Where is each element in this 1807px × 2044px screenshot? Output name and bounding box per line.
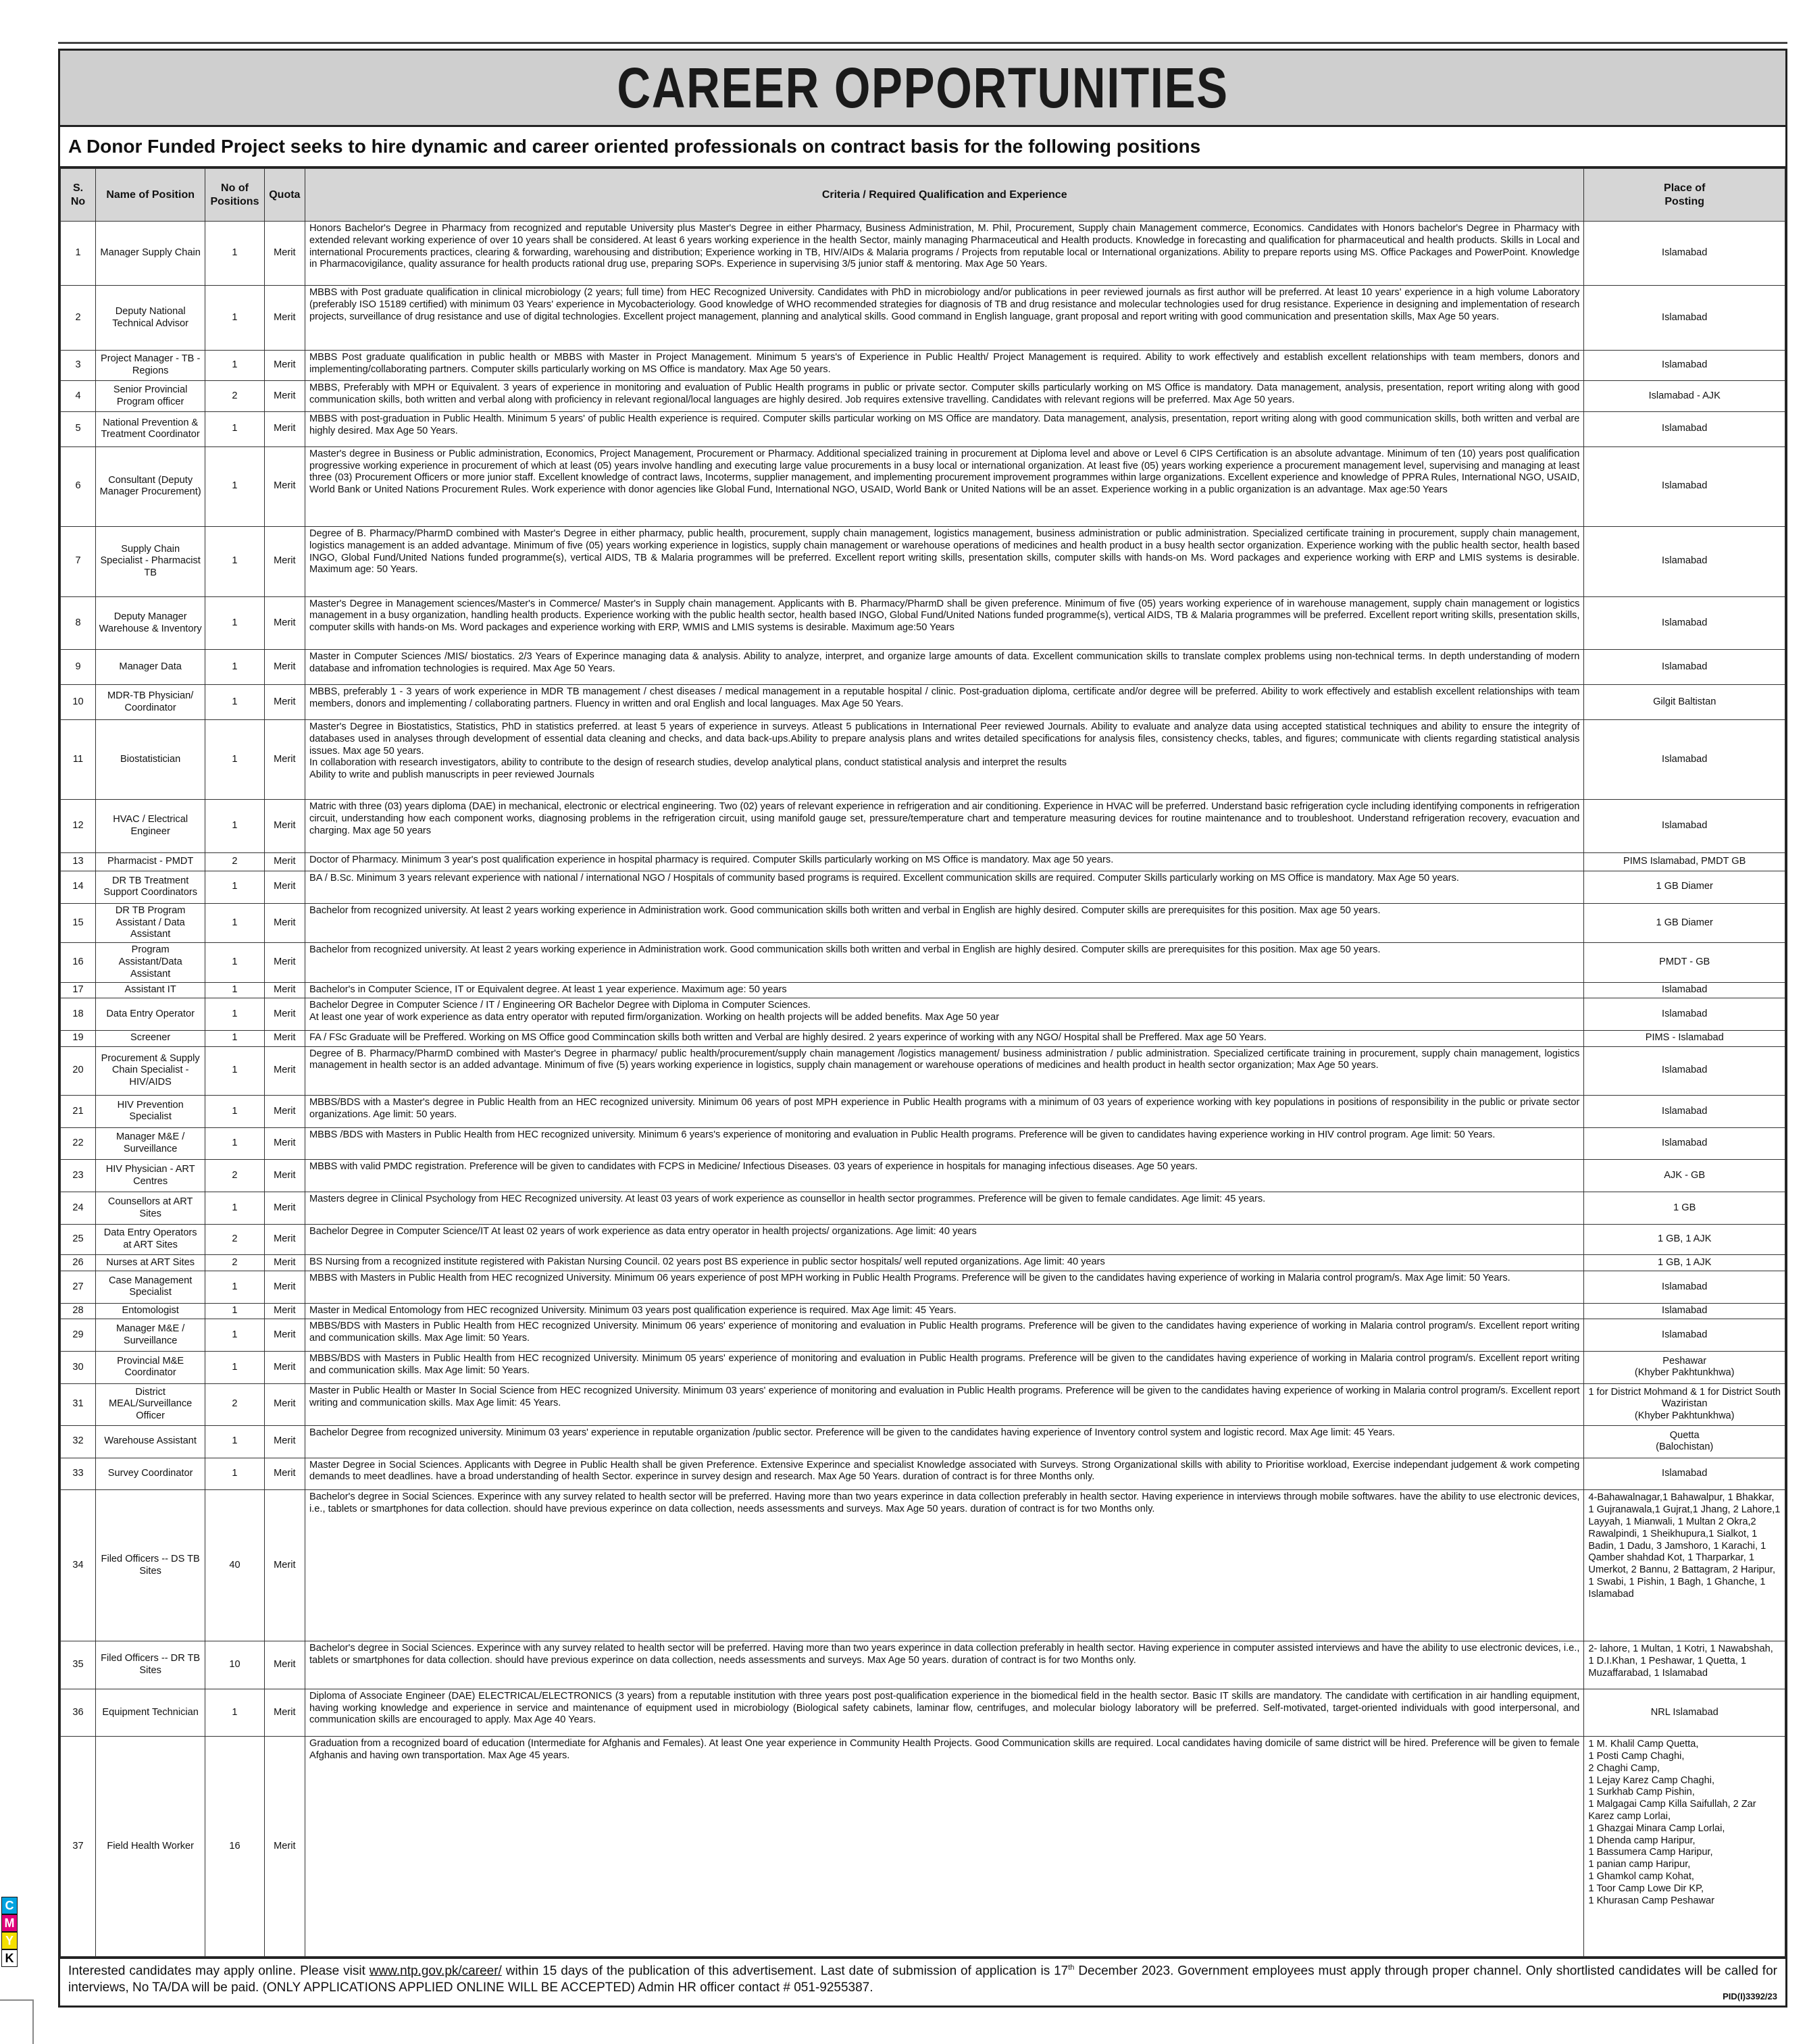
- table-header-row: [61, 169, 1785, 222]
- cell-num-positions: 1: [205, 720, 264, 800]
- cell-criteria: BS Nursing from a recognized institute registered with Pakistan Nursing Council. 02 years post BS experience in public sector hospitals/ well reputed organizations. Age limit: 40 years: [305, 1255, 1584, 1271]
- cell-place-of-posting: Islamabad: [1584, 982, 1785, 998]
- cell-criteria: Master Degree in Social Sciences. Applicants with Degree in Public Health shall be given Preference. Extensive Experince and specialist Knowledge associated with Surveys. Strong Organizational skills with ability to Prioritise workload, Exercise independant judgement & work competing demands to meet deadlines. have a broad understanding of health Sector. experince in survey design and research. Max Age 50 Years. duration of contract is for three Months only.: [305, 1458, 1584, 1490]
- cell-criteria: Bachelor's in Computer Science, IT or Equivalent degree. At least 1 year experience. Maximum age: 50 years: [305, 982, 1584, 998]
- table-row: [61, 685, 1785, 720]
- cell-place-of-posting: Islamabad: [1584, 446, 1785, 526]
- table-row: [61, 286, 1785, 350]
- cell-quota: Merit: [264, 1641, 305, 1689]
- cell-criteria: Graduation from a recognized board of education (Intermediate for Afghanis and Females). At least One year experience in Community Health Projects. Good Communication skills are required. Local candidates having domicile of same district will be hired. Preference will be given to female Afghanis and having own transportation. Max Age 45 years.: [305, 1737, 1584, 1957]
- footer-note: [60, 1957, 1785, 2005]
- cell-position-name: Warehouse Assistant: [96, 1425, 205, 1458]
- cell-num-positions: 1: [205, 1127, 264, 1160]
- cell-position-name: Assistant IT: [96, 982, 205, 998]
- header-position-name: Name of Position: [96, 169, 205, 222]
- cell-num-positions: 1: [205, 526, 264, 596]
- footer-text-2: within 15 days of the publication of this advertisement. Last date of submission of application is 17: [501, 1964, 1069, 1978]
- cell-position-name: Nurses at ART Sites: [96, 1255, 205, 1271]
- cell-position-name: Consultant (Deputy Manager Procurement): [96, 446, 205, 526]
- table-row: [61, 411, 1785, 446]
- cell-position-name: MDR-TB Physician/ Coordinator: [96, 685, 205, 720]
- cell-num-positions: 1: [205, 1096, 264, 1128]
- cell-sno: 30: [61, 1352, 96, 1384]
- cell-quota: Merit: [264, 685, 305, 720]
- table-row: [61, 1160, 1785, 1192]
- cell-place-of-posting: PIMS - Islamabad: [1584, 1030, 1785, 1046]
- cell-position-name: Project Manager - TB - Regions: [96, 350, 205, 381]
- cell-sno: 2: [61, 286, 96, 350]
- career-advertisement: [58, 49, 1787, 2008]
- cell-place-of-posting: Islamabad: [1584, 1127, 1785, 1160]
- table-row: [61, 1737, 1785, 1957]
- cell-sno: 33: [61, 1458, 96, 1490]
- cell-criteria: FA / FSc Graduate will be Preffered. Working on MS Office good Commincation skills both written and Verbal are highly desired. 2 years experince of working with any NGO/ Hospital shall be Preffered. Max age 50 Years.: [305, 1030, 1584, 1046]
- table-row: [61, 1255, 1785, 1271]
- cell-place-of-posting: Islamabad: [1584, 222, 1785, 286]
- cell-place-of-posting: 1 for District Mohmand & 1 for District South Waziristan (Khyber Pakhtunkhwa): [1584, 1383, 1785, 1425]
- cell-num-positions: 1: [205, 903, 264, 942]
- cell-quota: Merit: [264, 1303, 305, 1319]
- cell-num-positions: 1: [205, 1046, 264, 1096]
- cell-num-positions: 1: [205, 446, 264, 526]
- cell-num-positions: 2: [205, 1255, 264, 1271]
- cell-place-of-posting: Quetta (Balochistan): [1584, 1425, 1785, 1458]
- cell-quota: Merit: [264, 853, 305, 871]
- cell-criteria: Master in Medical Entomology from HEC recognized University. Minimum 03 years post qualification experience is required. Max Age limit: 45 Years.: [305, 1303, 1584, 1319]
- cell-num-positions: 1: [205, 685, 264, 720]
- cell-criteria: Master's Degree in Biostatistics, Statistics, PhD in statistics preferred. at least 5 years of experience in surveys. Atleast 5 publications in International Peer reviewed Journals. Ability to evaluate and analyze data using accepted statistical techniques and ability to ensure the integrity of databases used in analyses through development of essential data cleaning and checks, and data back-ups.Ability to prepare analysis plans and writes detailed specifications for analysis files, consistency checks, tables, and figures; communicate with clients regarding statistical analysis issues. Max age 50 years. In collaboration with research investigators, ability to contribute to the design of research studies, develop analytical plans, conduct statistical analysis and interpret the results Ability to write and publish manuscripts in peer reviewed Journals: [305, 720, 1584, 800]
- cell-quota: Merit: [264, 1490, 305, 1641]
- cell-quota: Merit: [264, 1383, 305, 1425]
- cell-quota: Merit: [264, 800, 305, 853]
- cell-sno: 24: [61, 1192, 96, 1225]
- cell-criteria: Bachelor Degree in Computer Science/IT At least 02 years of work experience as data entry operator in health projects/ organizations. Age limit: 40 years: [305, 1224, 1584, 1255]
- cell-sno: 4: [61, 381, 96, 412]
- cell-sno: 19: [61, 1030, 96, 1046]
- table-row: [61, 650, 1785, 685]
- cell-place-of-posting: Islamabad: [1584, 1319, 1785, 1352]
- table-row: [61, 1425, 1785, 1458]
- table-row: [61, 1490, 1785, 1641]
- cell-sno: 25: [61, 1224, 96, 1255]
- cell-place-of-posting: 1 GB: [1584, 1192, 1785, 1225]
- header-num-positions: No of Positions: [205, 169, 264, 222]
- footer-text-3: December 2023. Government employees must apply through proper channel. Only shortlisted candidates will be called for interviews, No TA/DA will be paid. (ONLY APPLICATIONS APPLIED ONLINE WILL BE ACCEPTED) Admin HR officer contact # 051-9255387.: [68, 1964, 1777, 1995]
- cell-position-name: Senior Provincial Program officer: [96, 381, 205, 412]
- cell-quota: Merit: [264, 1192, 305, 1225]
- cell-quota: Merit: [264, 1689, 305, 1736]
- cell-place-of-posting: 1 GB Diamer: [1584, 903, 1785, 942]
- cell-num-positions: 1: [205, 982, 264, 998]
- positions-table-wrap: [60, 168, 1785, 1957]
- table-row: [61, 1319, 1785, 1352]
- cell-num-positions: 2: [205, 1224, 264, 1255]
- cell-sno: 27: [61, 1271, 96, 1304]
- cmyk-marks: [1, 1897, 18, 1967]
- cell-quota: Merit: [264, 903, 305, 942]
- cell-quota: Merit: [264, 596, 305, 650]
- table-row: [61, 1458, 1785, 1490]
- cell-quota: Merit: [264, 650, 305, 685]
- cell-sno: 21: [61, 1096, 96, 1128]
- cell-position-name: Screener: [96, 1030, 205, 1046]
- cell-quota: Merit: [264, 1046, 305, 1096]
- cell-place-of-posting: 2- lahore, 1 Multan, 1 Kotri, 1 Nawabshah, 1 D.I.Khan, 1 Peshawar, 1 Quetta, 1 Muzaffarabad, 1 Islamabad: [1584, 1641, 1785, 1689]
- table-row: [61, 350, 1785, 381]
- cell-quota: Merit: [264, 1737, 305, 1957]
- cell-place-of-posting: 4-Bahawalnagar,1 Bahawalpur, 1 Bhakkar, 1 Gujranawala,1 Gujrat,1 Jhang, 2 Lahore,1 Layyah, 1 Mianwali, 1 Multan 2 Okra,2 Rawalpindi, 1 Sheikhupura,1 Sialkot, 1 Badin, 1 Dadu, 3 Jamshoro, 1 Karachi, 1 Qamber shahdad Kot, 1 Tharparkar, 1 Umerkot, 2 Bannu, 2 Battagram, 2 Haripur, 1 Swabi, 1 Pishin, 1 Bagh, 1 Ghanche, 1 Islamabad: [1584, 1490, 1785, 1641]
- cmyk-m: M: [1, 1914, 18, 1932]
- cell-place-of-posting: Islamabad: [1584, 411, 1785, 446]
- cell-sno: 11: [61, 720, 96, 800]
- table-row: [61, 871, 1785, 904]
- cell-num-positions: 1: [205, 1425, 264, 1458]
- table-row: [61, 1030, 1785, 1046]
- table-row: [61, 982, 1785, 998]
- cell-num-positions: 40: [205, 1490, 264, 1641]
- cell-sno: 26: [61, 1255, 96, 1271]
- cell-num-positions: 1: [205, 596, 264, 650]
- cell-position-name: DR TB Treatment Support Coordinators: [96, 871, 205, 904]
- cell-sno: 32: [61, 1425, 96, 1458]
- cell-sno: 16: [61, 943, 96, 982]
- table-row: [61, 1046, 1785, 1096]
- table-row: [61, 381, 1785, 412]
- cell-place-of-posting: Islamabad: [1584, 1046, 1785, 1096]
- cell-num-positions: 1: [205, 411, 264, 446]
- cell-position-name: National Prevention & Treatment Coordinator: [96, 411, 205, 446]
- top-rule: [58, 42, 1787, 44]
- cell-sno: 9: [61, 650, 96, 685]
- cell-criteria: BA / B.Sc. Minimum 3 years relevant experience with national / international NGO / Hospitals of community based programs is required. Excellent communication skills are required. Computer Skills particularly working on MS Office is mandatory. Max Age 50 years.: [305, 871, 1584, 904]
- cell-place-of-posting: Islamabad: [1584, 650, 1785, 685]
- cell-criteria: MBBS/BDS with Masters in Public Health from HEC recognized University. Minimum 05 years' experience of monitoring and evaluation in Public Health programs. Preference will be given to the candidates having experience of working in Malaria control program/s. Excellent report writing and communication skills. Max Age limit: 50 Years.: [305, 1352, 1584, 1384]
- cell-place-of-posting: Gilgit Baltistan: [1584, 685, 1785, 720]
- cell-place-of-posting: Islamabad - AJK: [1584, 381, 1785, 412]
- table-row: [61, 526, 1785, 596]
- cell-criteria: MBBS Post graduate qualification in public health or MBBS with Master in Project Management. Minimum 5 years's of Experience in Public Health/ Project Management is required. Ability to work effectively and establish excellent relationships with team members, donors and implementing/collaborating partners. Computer skills particularly working on MS Office is mandatory. Max Age 50 years.: [305, 350, 1584, 381]
- cmyk-c: C: [1, 1897, 18, 1914]
- table-row: [61, 800, 1785, 853]
- footer-date-suffix: th: [1068, 1964, 1075, 1972]
- cell-place-of-posting: 1 GB, 1 AJK: [1584, 1255, 1785, 1271]
- cell-quota: Merit: [264, 222, 305, 286]
- cell-criteria: MBBS/BDS with Masters in Public Health from HEC recognized University. Minimum 06 years' experience of monitoring and evaluation in Public Health programs. Preference will be given to the candidates having experience of working in Malaria control program/s. Excellent report writing and communication skills. Max Age limit: 50 Years.: [305, 1319, 1584, 1352]
- header-sno: S. No: [61, 169, 96, 222]
- cell-num-positions: 1: [205, 1458, 264, 1490]
- cell-criteria: Bachelor's degree in Social Sciences. Experince with any survey related to health sector will be preferred. Having more than two years experince in data collection preferably in health sector. Having experience in interviews through mobile softwares. have the ability to use electronic devices, i.e., tablets or smartphones for data collection. should have previous experince on data collection, needs assessments and surveys. Max Age 50 years. duration of contract is for two Months only.: [305, 1490, 1584, 1641]
- subtitle: A Donor Funded Project seeks to hire dynamic and career oriented professionals on contract basis for the following positions: [60, 127, 1785, 168]
- cell-sno: 3: [61, 350, 96, 381]
- cell-position-name: Survey Coordinator: [96, 1458, 205, 1490]
- cell-quota: Merit: [264, 1030, 305, 1046]
- cell-sno: 6: [61, 446, 96, 526]
- cell-criteria: MBBS with post-graduation in Public Health. Minimum 5 years' of public Health experience is required. Computer skills particular working on MS Office are mandatory. Data management, analysis, presentation, report writing along with good communication skills, both written and verbal are highly desired. Max Age 50 Years.: [305, 411, 1584, 446]
- page-title: CAREER OPPORTUNITIES: [617, 55, 1229, 120]
- cell-sno: 12: [61, 800, 96, 853]
- cell-quota: Merit: [264, 286, 305, 350]
- cell-num-positions: 2: [205, 853, 264, 871]
- cell-criteria: Masters degree in Clinical Psychology from HEC Recognized university. At least 03 years of work experience as counsellor in health sector programmes. Preference will be given to female candidates. Age limit: 45 years.: [305, 1192, 1584, 1225]
- cell-quota: Merit: [264, 526, 305, 596]
- cell-place-of-posting: Islamabad: [1584, 1096, 1785, 1128]
- cell-position-name: Manager M&E / Surveillance: [96, 1127, 205, 1160]
- cell-criteria: Bachelor from recognized university. At least 2 years working experience in Administration work. Good communication skills both written and verbal in English are highly desired. Computer skills are prerequisites for this position. Max age 50 years.: [305, 943, 1584, 982]
- cell-sno: 22: [61, 1127, 96, 1160]
- cell-sno: 8: [61, 596, 96, 650]
- cell-criteria: MBBS/BDS with a Master's degree in Public Health from an HEC recognized university. Minimum 06 years of post MPH experience in Public Health programs with a minimum of 03 years of experience working with key populations in positions of responsibility in the public or private sector organizations. Age limit: 50 years.: [305, 1096, 1584, 1128]
- cell-num-positions: 1: [205, 1271, 264, 1304]
- cell-sno: 37: [61, 1737, 96, 1957]
- cell-quota: Merit: [264, 1160, 305, 1192]
- cell-position-name: Manager Data: [96, 650, 205, 685]
- cell-quota: Merit: [264, 411, 305, 446]
- cell-num-positions: 1: [205, 1192, 264, 1225]
- cell-num-positions: 1: [205, 800, 264, 853]
- cell-criteria: Master's degree in Business or Public administration, Economics, Project Management, Procurement or Pharmacy. Additional specialized training in procurement at Diploma level and above or Level 6 CIPS Certification is an absolute advantage. Minimum of ten (10) years post qualification progressive working experience in procurement of which at least (05) years involve handling and executing large value procurements in a busy local or international organization. At least five (05) years working experience a procurement management level, supervising and managing at least three (03) Procurement Officers or more junior staff. Excellent knowledge of contract laws, Incoterms, supplier management, and implementing procurement improvement programmes within large organizations. Excellent experience and knowledge of PPRA Rules, International NGO, USAID, World Bank or United Nations Procurement Rules. Work experience with donor agencies like Global Fund, International NGO, USAID, World Bank or United Nations will be an asset. Experience working in a public organization is an advantage. Max age:50 Years: [305, 446, 1584, 526]
- table-row: [61, 446, 1785, 526]
- cell-num-positions: 1: [205, 998, 264, 1031]
- cell-position-name: Entomologist: [96, 1303, 205, 1319]
- cell-criteria: Doctor of Pharmacy. Minimum 3 year's post qualification experience in hospital pharmacy is required. Computer Skills particularly working on MS Office is mandatory. Max age 50 years.: [305, 853, 1584, 871]
- cell-place-of-posting: 1 GB Diamer: [1584, 871, 1785, 904]
- cell-sno: 17: [61, 982, 96, 998]
- cell-position-name: Case Management Specialist: [96, 1271, 205, 1304]
- cell-sno: 7: [61, 526, 96, 596]
- cell-criteria: MBBS, Preferably with MPH or Equivalent. 3 years of experience in monitoring and evaluation of Public Health programs in public or private sector. Computer skills particularly working on MS Office is mandatory. Data management, analysis, presentation, report writing along with good communication skills, both written and verbal along with proficiency in relevant regional/local languages are highly desired. Job requires extensive travelling. Candidates with relevant regions will be preferred. Max Age 50 years.: [305, 381, 1584, 412]
- cell-sno: 28: [61, 1303, 96, 1319]
- cmyk-y: Y: [1, 1932, 18, 1949]
- cell-criteria: Master in Computer Sciences /MIS/ biostatics. 2/3 Years of Experince managing data & analysis. Ability to analyze, interpret, and organize large amounts of data. Excellent communication skills to translate complex problems using non-technical terms. In depth understanding of modern database and infromation technologies is required. Max Age 50 Years.: [305, 650, 1584, 685]
- cell-quota: Merit: [264, 1425, 305, 1458]
- cell-position-name: Counsellors at ART Sites: [96, 1192, 205, 1225]
- cell-criteria: Master in Public Health or Master In Social Science from HEC recognized University. Minimum 03 years' experience of monitoring and evaluation in Public Health programs. Preference will be given to the candidates having experience of working in Malaria control program/s. Excellent report writing and communication skills. Max Age limit: 45 Years.: [305, 1383, 1584, 1425]
- cell-place-of-posting: 1 M. Khalil Camp Quetta, 1 Posti Camp Chaghi, 2 Chaghi Camp, 1 Lejay Karez Camp Chaghi, 1 Surkhab Camp Pishin, 1 Malgagai Camp Killa Saifullah, 2 Zar Karez camp Lorlai, 1 Ghazgai Minara Camp Lorlai, 1 Dhenda camp Haripur, 1 Bassumera Camp Haripur, 1 panian camp Haripur, 1 Ghamkol camp Kohat, 1 Toor Camp Lowe Dir KP, 1 Khurasan Camp Peshawar: [1584, 1737, 1785, 1957]
- table-row: [61, 1271, 1785, 1304]
- cmyk-k: K: [1, 1949, 18, 1967]
- cell-quota: Merit: [264, 1271, 305, 1304]
- cell-num-positions: 2: [205, 1383, 264, 1425]
- cell-sno: 20: [61, 1046, 96, 1096]
- cell-criteria: MBBS /BDS with Masters in Public Health from HEC recognized university. Minimum 6 years's experience of monitoring and evaluation in Public Health programs. Preference will be given to candidates having experience working in HIV control program. Age limit: 50 Years.: [305, 1127, 1584, 1160]
- cell-quota: Merit: [264, 350, 305, 381]
- cell-criteria: Degree of B. Pharmacy/PharmD combined with Master's Degree in either pharmacy, public health, procurement, supply chain management, logistics management, business administration or public administration. Specialized certificate training in procurement, supply chain management, logistics management is an added advantage. Minimum of five (05) years working experience in logistics, supply chain management or warehouse operations of medicines and health product in a busy health sector organization. Experience working with the public health sector, health based INGO, Global Fund/United Nations funded programme(s), vertical AIDS, TB & Malaria programmes will be preferred. Excellent report writing skills, presentation skills, computer skills with hands-on Ms. Word packages and experience working with ERP and LMIS systems is desirable. Maximum age: 50 Years.: [305, 526, 1584, 596]
- cell-position-name: Biostatistician: [96, 720, 205, 800]
- cell-place-of-posting: Islamabad: [1584, 526, 1785, 596]
- cell-sno: 14: [61, 871, 96, 904]
- cell-position-name: Deputy National Technical Advisor: [96, 286, 205, 350]
- cell-position-name: Equipment Technician: [96, 1689, 205, 1736]
- header-quota: Quota: [264, 169, 305, 222]
- cell-criteria: Matric with three (03) years diploma (DAE) in mechanical, electronic or electrical engineering. Two (02) years of relevant experience in refrigeration and air conditioning. Experience in HVAC will be preferred. Understand basic refrigeration cycle including identifying components in refrigeration circuit, understanding how each component works, diagnosing problems in the refrigeration circuit, using manifold gauge set, pressure/temperature chart and temperature measuring devices for routine maintenance and to troubleshoot. Understand refrigeration recovery, evacuation and charging. Max age 50 years: [305, 800, 1584, 853]
- cell-place-of-posting: Islamabad: [1584, 1303, 1785, 1319]
- cell-num-positions: 1: [205, 943, 264, 982]
- cell-criteria: Diploma of Associate Engineer (DAE) ELECTRICAL/ELECTRONICS (3 years) from a reputable institution with three years post post-qualification experience in the biomedical field in the health sector. Basic IT skills are mandatory. The candidate with certification in air handling equipment, having working knowledge and experience in service and maintenance of equipment used in microbiology (Biological safety cabinets, laminar flow, centrifuges, and molecular biology laboratory will be preferred. Self-motivated, target-oriented individuals with good interpersonal, and communication skills are encouraged to apply. Max Age 40 Years.: [305, 1689, 1584, 1736]
- footer-text-1: Interested candidates may apply online. Please visit: [68, 1964, 370, 1978]
- positions-body: [61, 222, 1785, 1957]
- cell-sno: 36: [61, 1689, 96, 1736]
- cell-num-positions: 2: [205, 1160, 264, 1192]
- cell-criteria: MBBS with Masters in Public Health from HEC recognized University. Minimum 06 years experience of post MPH working in Public Health Programs. Preference will be given to the candidates having experience of working in Malaria control program/s. Max Age limit: 50 Years.: [305, 1271, 1584, 1304]
- cell-position-name: DR TB Program Assistant / Data Assistant: [96, 903, 205, 942]
- cell-sno: 31: [61, 1383, 96, 1425]
- cell-num-positions: 1: [205, 1030, 264, 1046]
- cell-sno: 5: [61, 411, 96, 446]
- cell-position-name: Filed Officers -- DR TB Sites: [96, 1641, 205, 1689]
- cell-num-positions: 1: [205, 1319, 264, 1352]
- cell-num-positions: 1: [205, 1352, 264, 1384]
- cell-position-name: Data Entry Operators at ART Sites: [96, 1224, 205, 1255]
- table-row: [61, 1689, 1785, 1736]
- cell-place-of-posting: NRL Islamabad: [1584, 1689, 1785, 1736]
- table-row: [61, 1192, 1785, 1225]
- cell-criteria: Bachelor Degree in Computer Science / IT / Engineering OR Bachelor Degree with Diploma in Computer Sciences. At least one year of work experience as data entry operator with reputed firm/organization. Working on health projects will be added benefits. Max Age 50 year: [305, 998, 1584, 1031]
- cell-position-name: HIV Physician - ART Centres: [96, 1160, 205, 1192]
- table-row: [61, 853, 1785, 871]
- table-row: [61, 1127, 1785, 1160]
- cell-sno: 15: [61, 903, 96, 942]
- cell-num-positions: 1: [205, 1303, 264, 1319]
- cell-position-name: Filed Officers -- DS TB Sites: [96, 1490, 205, 1641]
- cell-quota: Merit: [264, 720, 305, 800]
- career-link[interactable]: www.ntp.gov.pk/career/: [369, 1964, 502, 1978]
- cell-num-positions: 1: [205, 350, 264, 381]
- header-criteria: Criteria / Required Qualification and Experience: [305, 169, 1584, 222]
- cell-position-name: Supply Chain Specialist - Pharmacist TB: [96, 526, 205, 596]
- cell-position-name: Manager M&E / Surveillance: [96, 1319, 205, 1352]
- table-row: [61, 903, 1785, 942]
- cell-sno: 13: [61, 853, 96, 871]
- cell-position-name: Deputy Manager Warehouse & Inventory: [96, 596, 205, 650]
- cell-criteria: Bachelor from recognized university. At least 2 years working experience in Administration work. Good communication skills both written and verbal in English are highly desired. Computer skills are prerequisites for this position. Max age 50 years.: [305, 903, 1584, 942]
- cell-quota: Merit: [264, 381, 305, 412]
- cell-place-of-posting: Islamabad: [1584, 596, 1785, 650]
- cell-criteria: Bachelor's degree in Social Sciences. Experince with any survey related to health sector will be preferred. Having more than two years experince in data collection preferably in health sector. Having experience in computer assisted interviews and have the ability to use electronic devices, i.e., tablets or smartphones for data collection. should have previous experince on data collection, needs assessments and surveys. Max Age 50 years. duration of contract is for two Months only.: [305, 1641, 1584, 1689]
- cell-criteria: MBBS with Post graduate qualification in clinical microbiology (2 years; full time) from HEC Recognized University. Candidates with PhD in microbiology and/or publications in peer reviewed journals as first author will be preferred. At least 10 years' experience in a high volume Laboratory (preferably ISO 15189 certified) with minimum 03 Years' experience in Mycobacteriology. Good knowledge of WHO recommended strategies for diagnosis of TB and drug resistance and molecular technologies used for drug resistance. Experience in designing and implementation of research projects, surveillance of drug resistance and use of digital technologies. Excellent project management, planning and analytical skills. Good command in English language, grant proposal and report writing with good communication and presentation skills, Max Age 50 years.: [305, 286, 1584, 350]
- cell-quota: Merit: [264, 1127, 305, 1160]
- table-row: [61, 222, 1785, 286]
- cell-sno: 10: [61, 685, 96, 720]
- cell-sno: 23: [61, 1160, 96, 1192]
- cell-quota: Merit: [264, 1096, 305, 1128]
- cell-place-of-posting: Islamabad: [1584, 1458, 1785, 1490]
- cell-position-name: Pharmacist - PMDT: [96, 853, 205, 871]
- cell-place-of-posting: Islamabad: [1584, 1271, 1785, 1304]
- cell-num-positions: 1: [205, 650, 264, 685]
- cell-criteria: MBBS with valid PMDC registration. Preference will be given to candidates with FCPS in Medicine/ Infectious Diseases. 03 years of experience in hospitals for managing infectious diseases. Age 50 years.: [305, 1160, 1584, 1192]
- cell-num-positions: 1: [205, 286, 264, 350]
- cell-num-positions: 16: [205, 1737, 264, 1957]
- cell-place-of-posting: AJK - GB: [1584, 1160, 1785, 1192]
- cell-place-of-posting: Peshawar (Khyber Pakhtunkhwa): [1584, 1352, 1785, 1384]
- cell-place-of-posting: Islamabad: [1584, 286, 1785, 350]
- cell-place-of-posting: Islamabad: [1584, 350, 1785, 381]
- cell-place-of-posting: PIMS Islamabad, PMDT GB: [1584, 853, 1785, 871]
- cell-sno: 35: [61, 1641, 96, 1689]
- cell-place-of-posting: Islamabad: [1584, 720, 1785, 800]
- table-row: [61, 1224, 1785, 1255]
- table-row: [61, 1303, 1785, 1319]
- cell-num-positions: 1: [205, 222, 264, 286]
- table-row: [61, 1352, 1785, 1384]
- cell-position-name: Data Entry Operator: [96, 998, 205, 1031]
- cell-quota: Merit: [264, 943, 305, 982]
- cell-position-name: Manager Supply Chain: [96, 222, 205, 286]
- cell-sno: 29: [61, 1319, 96, 1352]
- cell-num-positions: 1: [205, 871, 264, 904]
- cell-position-name: Field Health Worker: [96, 1737, 205, 1957]
- cell-position-name: HVAC / Electrical Engineer: [96, 800, 205, 853]
- cell-place-of-posting: 1 GB, 1 AJK: [1584, 1224, 1785, 1255]
- cell-criteria: MBBS, preferably 1 - 3 years of work experience in MDR TB management / chest diseases / medical management in a reputable hospital / clinic. Post-graduation diploma, certificate and/or degree will be preferred. Ability to work effectively and establish excellent relationships with team members, donors and implementing / collaborating partners. Fluency in written and oral English and local languages. Max Age 50 Years.: [305, 685, 1584, 720]
- cell-position-name: District MEAL/Surveillance Officer: [96, 1383, 205, 1425]
- cell-criteria: Honors Bachelor's Degree in Pharmacy from recognized and reputable University plus Master's Degree in either Pharmacy, Business Administration, M. Phil, Procurement, Supply chain Management commerce, Economics. Candidates with Honors bachelor's Degree in Pharmacy with extended relevant working experience of over 10 years shall be considered. At least 6 years working experience in the health Sector, mainly managing Pharmaceutical and Health products. Knowledge in forecasting and qualification for pharmaceutical and health products. Skills in Local and international Procurements practices, clearing & forwarding, warehousing and distribution; Experience working in TB, HIV/AIDs & Malaria programs / Projects from reputable local or International organizations. Ability to prepare reports using MS. Office Packages and PowerPoint. Knowledge in Pharmacovigilance, quality assurance for health products rational drug use, preparing SOPs. Experience in supervising 3/5 junior staff & mentoring. Max Age 50 Years.: [305, 222, 1584, 286]
- cell-quota: Merit: [264, 1458, 305, 1490]
- cell-criteria: Master's Degree in Management sciences/Master's in Commerce/ Master's in Supply chain management. Applicants with B. Pharmacy/PharmD shall be given preference. Minimum of five (05) years working experience of in warehouse management, supply chain management or logistics management in a busy organization, handling health products. Experience working with the public health sector, health based INGO, Global Fund/United Nations funded programme(s), vertical AIDS, TB & Malaria programmes will be preferred. Excellent report writing skills, presentation skills, computer skills with hands-on Ms. Word packages and experience working with ERP, WMIS and LMIS systems is desirable. Maximum age:50 Years: [305, 596, 1584, 650]
- cell-quota: Merit: [264, 1255, 305, 1271]
- table-row: [61, 943, 1785, 982]
- cell-place-of-posting: Islamabad: [1584, 800, 1785, 853]
- cell-position-name: HIV Prevention Specialist: [96, 1096, 205, 1128]
- cell-quota: Merit: [264, 1319, 305, 1352]
- cell-num-positions: 1: [205, 1689, 264, 1736]
- cell-quota: Merit: [264, 982, 305, 998]
- table-row: [61, 1096, 1785, 1128]
- cell-place-of-posting: Islamabad: [1584, 998, 1785, 1031]
- cell-position-name: Program Assistant/Data Assistant: [96, 943, 205, 982]
- cell-quota: Merit: [264, 871, 305, 904]
- cell-sno: 34: [61, 1490, 96, 1641]
- cell-quota: Merit: [264, 446, 305, 526]
- table-row: [61, 596, 1785, 650]
- table-row: [61, 1383, 1785, 1425]
- table-row: [61, 720, 1785, 800]
- pid-number: PID(I)3392/23: [1723, 1991, 1777, 2002]
- table-row: [61, 1641, 1785, 1689]
- cell-sno: 1: [61, 222, 96, 286]
- table-row: [61, 998, 1785, 1031]
- cell-position-name: Procurement & Supply Chain Specialist - HIV/AIDS: [96, 1046, 205, 1096]
- cell-quota: Merit: [264, 1224, 305, 1255]
- cell-quota: Merit: [264, 1352, 305, 1384]
- cell-num-positions: 2: [205, 381, 264, 412]
- cell-position-name: Provincial M&E Coordinator: [96, 1352, 205, 1384]
- cell-quota: Merit: [264, 998, 305, 1031]
- positions-table: [60, 168, 1785, 1957]
- header-place-of-posting: Place of Posting: [1584, 169, 1785, 222]
- cell-criteria: Degree of B. Pharmacy/PharmD combined with Master's Degree in pharmacy/ public health/procurement/supply chain management /logistics management/ business administration / public administration. Specialized certificate training in procurement, supply chain management, logistics management in health sector is an added advantage. Minimum of five (5) years working experience in logistics, supply chain management or warehouse operations of medicines and health product in health sector organization; Max Age 50 years.: [305, 1046, 1584, 1096]
- cell-place-of-posting: PMDT - GB: [1584, 943, 1785, 982]
- cell-criteria: Bachelor Degree from recognized university. Minimum 03 years' experience in reputable organization /public sector. Preference will be given to the candidates having experience of Inventory control system and logistic record. Max Age limit: 45 Years.: [305, 1425, 1584, 1458]
- title-banner: [60, 51, 1785, 127]
- cell-sno: 18: [61, 998, 96, 1031]
- cell-num-positions: 10: [205, 1641, 264, 1689]
- crop-mark: [0, 1999, 34, 2044]
